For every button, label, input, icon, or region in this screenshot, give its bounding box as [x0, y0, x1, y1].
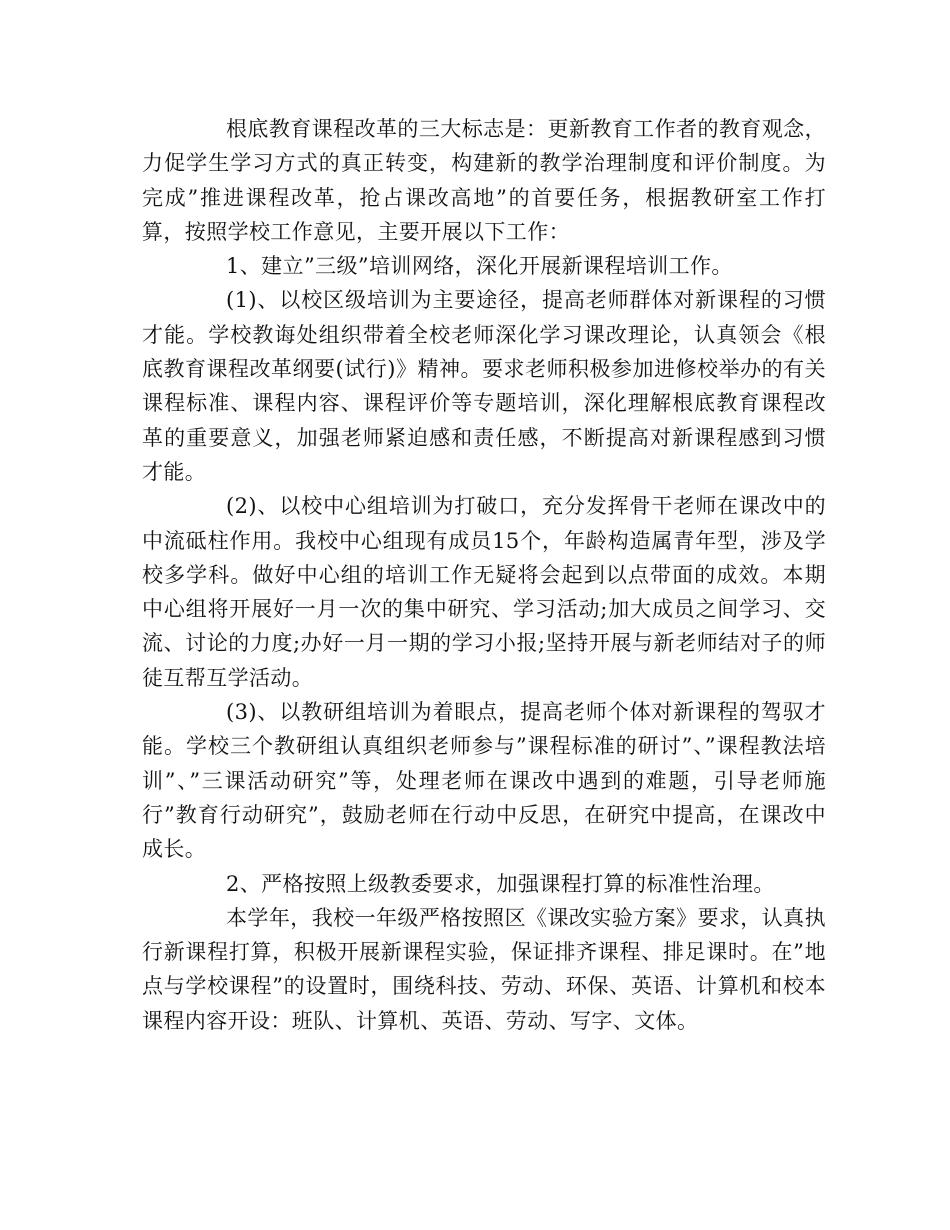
paragraph-intro: 根底教育课程改革的三大标志是：更新教育工作者的教育观念，力促学生学习方式的真正转变，构建新的教学治理制度和评价制度。为完成”推进课程改革，抢占课改高地”的首要任务，根据教研室工作打算，按照学校工作意见，主要开展以下工作：: [142, 117, 826, 244]
document-body: [142, 112, 826, 1038]
paragraph-heading-1: 1、建立”三级”培训网络，深化开展新课程培训工作。: [226, 254, 733, 279]
paragraph-heading-2: 2、严格按照上级教委要求，加强课程打算的标准性治理。: [226, 871, 775, 896]
paragraph-item-3: (3)、以教研组培训为着眼点，提高老师个体对新课程的驾驭才能。学校三个教研组认真组织老师参与”课程标准的研讨”、”课程教法培训”、”三课活动研究”等，处理老师在课改中遇到的难题，引导老师施行”教育行动研究”，鼓励老师在行动中反思，在研究中提高，在课改中成长。: [142, 700, 826, 862]
paragraph-item-2: (2)、以校中心组培训为打破口，充分发挥骨干老师在课改中的中流砥柱作用。我校中心组现有成员15个，年龄构造属青年型，涉及学校多学科。做好中心组的培训工作无疑将会起到以点带面的成效。本期中心组将开展好一月一次的集中研究、学习活动;加大成员之间学习、交流、讨论的力度;办好一月一期的学习小报;坚持开展与新老师结对子的师徒互帮互学活动。: [142, 494, 826, 690]
paragraph-body-final: 本学年，我校一年级严格按照区《课改实验方案》要求，认真执行新课程打算，积极开展新课程实验，保证排齐课程、排足课时。在”地点与学校课程”的设置时，围绕科技、劳动、环保、英语、计算机和校本课程内容开设：班队、计算机、英语、劳动、写字、文体。: [142, 905, 826, 1033]
paragraph-item-1: (1)、以校区级培训为主要途径，提高老师群体对新课程的习惯才能。学校教诲处组织带着全校老师深化学习课改理论，认真领会《根底教育课程改革纲要(试行)》精神。要求老师积极参加进修校举办的有关课程标准、课程内容、课程评价等专题培训，深化理解根底教育课程改革的重要意义，加强老师紧迫感和责任感，不断提高对新课程感到习惯才能。: [142, 288, 826, 484]
